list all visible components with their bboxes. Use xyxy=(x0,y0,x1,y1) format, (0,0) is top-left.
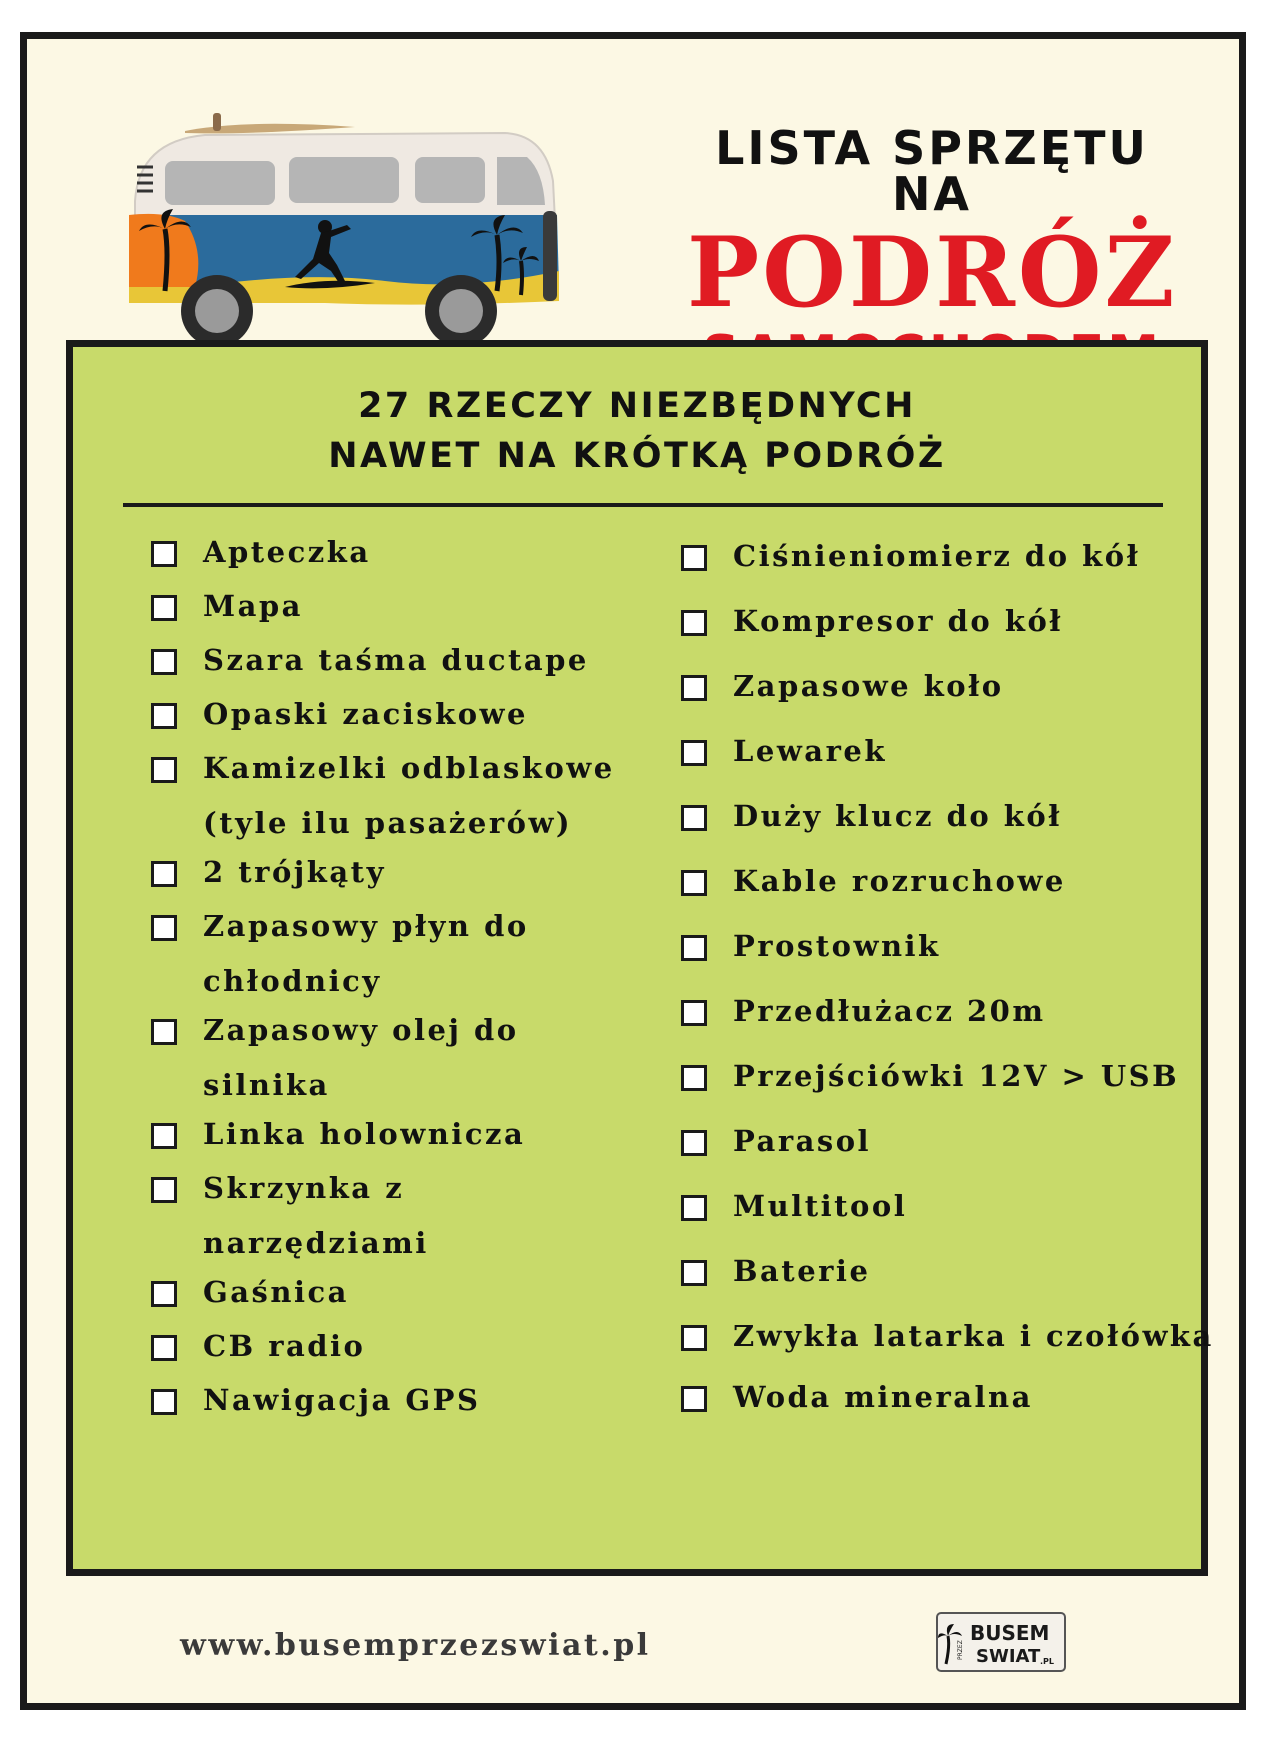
checklist-item[interactable] xyxy=(681,1057,1179,1104)
checklist-item-label xyxy=(733,984,1046,1039)
checkbox[interactable] xyxy=(681,1325,707,1351)
checklist-item-label-line: Prostownik xyxy=(733,929,941,963)
checklist-item[interactable] xyxy=(681,537,1140,584)
checklist-item[interactable] xyxy=(151,641,589,688)
checklist-item-label-line: Gaśnica xyxy=(203,1275,349,1309)
checklist-item[interactable] xyxy=(681,797,1062,844)
checklist-item-label xyxy=(733,1309,1214,1364)
checklist-item[interactable] xyxy=(681,1378,1033,1425)
checklist-item-label xyxy=(203,687,528,742)
checklist-item[interactable] xyxy=(681,1317,1214,1364)
website-url[interactable]: www.busemprzezswiat.pl xyxy=(180,1628,651,1663)
busem-przez-swiat-logo xyxy=(936,1612,1066,1672)
checklist-item-label xyxy=(733,789,1062,844)
checkbox[interactable] xyxy=(681,1000,707,1026)
checklist-item-label-line: narzędziami xyxy=(203,1226,429,1260)
checklist-item[interactable] xyxy=(151,587,303,634)
checklist-item[interactable] xyxy=(151,907,529,1009)
checklist-item-label-line: Kompresor do kół xyxy=(733,604,1063,638)
checklist-item-label-line: Kamizelki odblaskowe xyxy=(203,751,615,785)
checklist-item-label xyxy=(203,633,589,688)
checklist-item-label xyxy=(203,1161,429,1271)
checklist-item-label-line: CB radio xyxy=(203,1329,366,1363)
checkbox[interactable] xyxy=(151,1123,177,1149)
checklist-item-label xyxy=(733,919,941,974)
checklist-item[interactable] xyxy=(681,602,1063,649)
checkbox[interactable] xyxy=(681,545,707,571)
checklist-item[interactable] xyxy=(681,1187,907,1234)
checkbox[interactable] xyxy=(151,915,177,941)
checklist-item-label-line: Szara taśma ductape xyxy=(203,643,589,677)
checklist-item[interactable] xyxy=(151,1381,480,1428)
checklist-item-label-line: chłodnicy xyxy=(203,964,382,998)
checklist-item-label-line: Apteczka xyxy=(203,535,371,569)
checklist-item-label-line: 2 trójkąty xyxy=(203,855,386,889)
checkbox[interactable] xyxy=(151,541,177,567)
checklist-item-label-line: Przejściówki 12V > USB xyxy=(733,1059,1180,1093)
checkbox[interactable] xyxy=(681,610,707,636)
checkbox[interactable] xyxy=(151,1335,177,1361)
checklist-item-label-line: Zapasowe koło xyxy=(733,669,1004,703)
checklist-item[interactable] xyxy=(681,1122,871,1169)
checkbox[interactable] xyxy=(681,1065,707,1091)
checklist-item-label xyxy=(203,579,303,634)
checkbox[interactable] xyxy=(681,1130,707,1156)
checklist-heading-line-2: NAWET NA KRÓTKĄ PODRÓŻ xyxy=(328,436,946,476)
checklist-item-label-line: Skrzynka z xyxy=(203,1171,405,1205)
checklist-item-label xyxy=(733,659,1004,714)
checkbox[interactable] xyxy=(151,861,177,887)
checklist-item-label-line: Zwykła latarka i czołówka xyxy=(733,1319,1214,1353)
checkbox[interactable] xyxy=(151,1281,177,1307)
checklist-item-label-line: Parasol xyxy=(733,1124,872,1158)
checklist-item-label xyxy=(733,1114,871,1169)
checkbox[interactable] xyxy=(681,1260,707,1286)
checklist-item-label-line: Multitool xyxy=(733,1189,908,1223)
checkbox[interactable] xyxy=(151,757,177,783)
checklist-item-label-line: Ciśnieniomierz do kół xyxy=(733,539,1141,573)
checklist-item[interactable] xyxy=(681,862,1066,909)
logo-text-top: BUSEM xyxy=(970,1621,1050,1645)
checklist-item-label-line: (tyle ilu pasażerów) xyxy=(203,806,573,840)
checklist-item[interactable] xyxy=(151,749,615,851)
checklist-item[interactable] xyxy=(151,853,386,900)
checkbox[interactable] xyxy=(681,935,707,961)
checklist-item[interactable] xyxy=(151,533,371,580)
checklist-heading xyxy=(73,381,1201,481)
checklist-heading-line-1: 27 RZECZY NIEZBĘDNYCH xyxy=(358,386,916,426)
checklist-item-label-line: Opaski zaciskowe xyxy=(203,697,528,731)
surfboard-shape xyxy=(185,124,355,134)
checklist-item[interactable] xyxy=(681,992,1046,1039)
checkbox[interactable] xyxy=(681,1386,707,1412)
van-illustration xyxy=(125,111,625,371)
checklist-item-label xyxy=(733,854,1066,909)
checkbox[interactable] xyxy=(681,675,707,701)
checkbox[interactable] xyxy=(681,805,707,831)
checklist-item[interactable] xyxy=(151,1327,365,1374)
checklist-item-label xyxy=(203,899,529,1009)
title-line-2: PODRÓŻ xyxy=(687,216,1178,329)
checklist-item[interactable] xyxy=(151,1169,429,1271)
checklist-item-label xyxy=(203,845,386,900)
checklist-item-label xyxy=(203,741,615,851)
checklist-item[interactable] xyxy=(681,1252,870,1299)
logo-suffix: .PL xyxy=(1040,1657,1054,1666)
checklist-item-label xyxy=(733,1244,870,1299)
checkbox[interactable] xyxy=(151,595,177,621)
checklist-item-label xyxy=(733,594,1063,649)
checklist-item[interactable] xyxy=(681,667,1004,714)
checkbox[interactable] xyxy=(151,649,177,675)
checkbox[interactable] xyxy=(681,1195,707,1221)
checklist-item-label xyxy=(203,1373,480,1428)
checklist-item-label-line: Nawigacja GPS xyxy=(203,1383,481,1417)
checkbox[interactable] xyxy=(681,870,707,896)
checklist-item-label-line: Lewarek xyxy=(733,734,887,768)
checklist-item-label-line: silnika xyxy=(203,1068,330,1102)
checklist-item-label-line: Linka holownicza xyxy=(203,1117,526,1151)
checkbox[interactable] xyxy=(151,1177,177,1203)
checkbox[interactable] xyxy=(151,1019,177,1045)
title-line-1: LISTA SPRZĘTU NA xyxy=(715,121,1149,221)
checklist-item-label xyxy=(733,724,887,779)
checklist-item-label xyxy=(203,1003,519,1113)
checklist-item-label xyxy=(733,1179,907,1234)
checklist-item-label xyxy=(203,1265,349,1320)
checklist-item-label-line: Woda mineralna xyxy=(733,1380,1033,1414)
heading-divider xyxy=(123,503,1163,507)
checkbox[interactable] xyxy=(151,703,177,729)
logo-text-bottom: SWIAT xyxy=(976,1646,1041,1667)
checklist-item-label xyxy=(733,1370,1033,1425)
checklist-item-label-line: Przedłużacz 20m xyxy=(733,994,1046,1028)
checklist-item[interactable] xyxy=(681,927,941,974)
logo-text-small: PRZEZ xyxy=(957,1640,964,1660)
checklist-item-label-line: Duży klucz do kół xyxy=(733,799,1062,833)
checkbox[interactable] xyxy=(681,740,707,766)
checklist-item-label-line: Baterie xyxy=(733,1254,871,1288)
checklist-item[interactable] xyxy=(681,732,887,779)
checklist-item-label-line: Kable rozruchowe xyxy=(733,864,1066,898)
checklist-item[interactable] xyxy=(151,1115,525,1162)
checklist-item[interactable] xyxy=(151,1273,349,1320)
checklist-item-label-line: Zapasowy płyn do xyxy=(203,909,529,943)
checklist-item-label xyxy=(733,1049,1179,1104)
checklist-item[interactable] xyxy=(151,1011,519,1113)
checklist-item-label xyxy=(733,529,1140,584)
checklist-item-label-line: Zapasowy olej do xyxy=(203,1013,519,1047)
checklist-item[interactable] xyxy=(151,695,528,742)
checklist-item-label xyxy=(203,1107,525,1162)
checklist-item-label xyxy=(203,525,371,580)
checklist-item-label xyxy=(203,1319,365,1374)
checklist-panel xyxy=(66,340,1214,1576)
checkbox[interactable] xyxy=(151,1389,177,1415)
checklist-item-label-line: Mapa xyxy=(203,589,303,623)
